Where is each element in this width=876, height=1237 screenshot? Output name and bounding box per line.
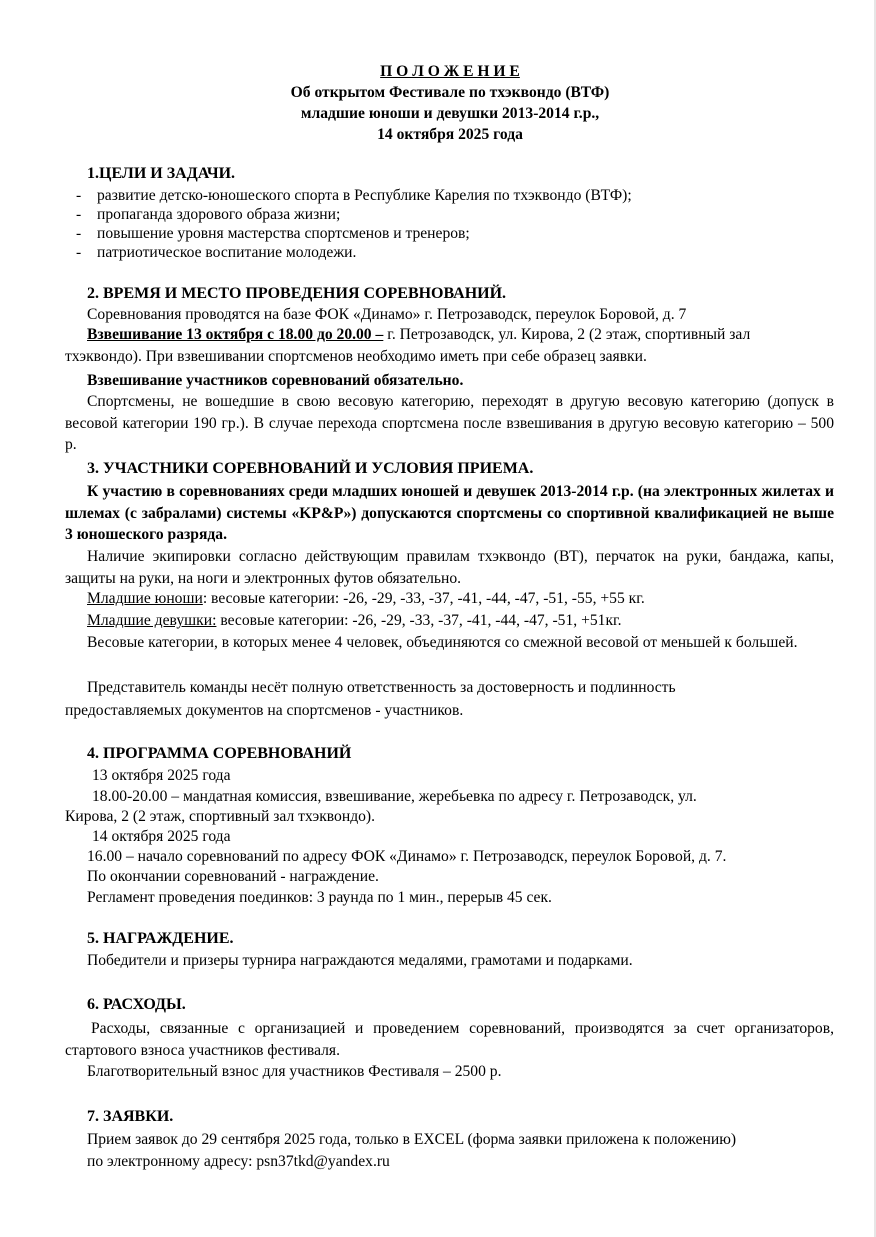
program-item-weigh-cont: Кирова, 2 (2 этаж, спортивный зал тхэквондо). xyxy=(65,808,376,825)
responsibility-text: Представитель команды несёт полную ответственность за достоверность и подлинность xyxy=(87,679,676,696)
boys-label: Младшие юноши xyxy=(87,590,203,607)
admission-terms: К участию в соревнованиях среди младших юношей и девушек 2013-2014 г.р. (на электронных жилетах и шлемах (с забралами) системы «KP&P») допускаются спортсмены со спортивной квалификацией не выше 3 юношеского разряда. xyxy=(65,483,834,543)
program-item-award: По окончании соревнований - награждение. xyxy=(87,868,379,885)
doc-title: П О Л О Ж Е Н И Е xyxy=(380,63,520,80)
section-2-heading: 2. ВРЕМЯ И МЕСТО ПРОВЕДЕНИЯ СОРЕВНОВАНИЙ. xyxy=(87,285,507,302)
awards-text: Победители и призеры турнира награждаются медалями, грамотами и подарками. xyxy=(87,952,633,969)
doc-category: младшие юноши и девушки 2013-2014 г.р., xyxy=(300,105,600,122)
equipment-rule: Наличие экипировки согласно действующим правилам тхэквондо (ВТ), перчаток на руки, бандажа, капы, защиты на руки, на ноги и электронных футов обязательно. xyxy=(65,548,834,587)
venue-text: Соревнования проводятся на базе ФОК «Динамо» г. Петрозаводск, переулок Боровой, д. 7 xyxy=(87,306,687,323)
girls-categories xyxy=(87,610,622,632)
program-date-2: 14 октября 2025 года xyxy=(92,828,231,845)
merge-rule: Весовые категории, в которых менее 4 человек, объединяются со смежной весовой от меньшей к большей. xyxy=(87,634,798,651)
program-rules: Регламент проведения поединков: 3 раунда по 1 мин., перерыв 45 сек. xyxy=(87,889,552,906)
charity-fee: Благотворительный взнос для участников Фестиваля – 2500 р. xyxy=(87,1063,502,1080)
list-bullet: - xyxy=(76,225,82,242)
doc-date: 14 октября 2025 года xyxy=(377,126,523,143)
section-3-heading: 3. УЧАСТНИКИ СОРЕВНОВАНИЙ И УСЛОВИЯ ПРИЕМА. xyxy=(87,460,534,477)
section-4-heading: 4. ПРОГРАММА СОРЕВНОВАНИЙ xyxy=(87,745,352,762)
section-5-heading: 5. НАГРАЖДЕНИЕ. xyxy=(87,930,234,947)
list-bullet: - xyxy=(76,187,82,204)
doc-subtitle: Об открытом Фестивале по тхэквондо (ВТФ) xyxy=(290,84,610,101)
weigh-in-place: г. Петрозаводск, ул. Кирова, 2 (2 этаж, спортивный зал xyxy=(383,326,751,343)
section-7-heading: 7. ЗАЯВКИ. xyxy=(87,1108,174,1125)
goal-item: повышение уровня мастерства спортсменов и тренеров; xyxy=(97,225,470,242)
section-1-heading: 1.ЦЕЛИ И ЗАДАЧИ. xyxy=(87,165,236,182)
weigh-in-line xyxy=(87,324,750,346)
applications-deadline: Прием заявок до 29 сентября 2025 года, только в EXCEL (форма заявки приложена к положению) xyxy=(87,1131,737,1148)
list-bullet: - xyxy=(76,244,82,261)
goal-item: развитие детско-юношеского спорта в Республике Карелия по тхэквондо (ВТФ); xyxy=(97,187,632,204)
weigh-in-time: Взвешивание 13 октября с 18.00 до 20.00 – xyxy=(87,326,384,343)
list-bullet: - xyxy=(76,206,82,223)
program-item-start: 16.00 – начало соревнований по адресу ФОК «Динамо» г. Петрозаводск, переулок Боровой, д. 7. xyxy=(87,848,727,865)
program-item-weigh: 18.00-20.00 – мандатная комиссия, взвешивание, жеребьевка по адресу г. Петрозаводск, ул. xyxy=(92,788,697,805)
applications-email: по электронному адресу: psn37tkd@yandex.ru xyxy=(87,1153,390,1170)
girls-label: Младшие девушки: xyxy=(87,612,217,629)
weigh-in-mandatory: Взвешивание участников соревнований обязательно. xyxy=(87,372,464,389)
goal-item: патриотическое воспитание молодежи. xyxy=(97,244,357,261)
boys-categories xyxy=(87,588,645,610)
costs-text: Расходы, связанные с организацией и проведением соревнований, производятся за счет организаторов, стартового взноса участников фестиваля. xyxy=(65,1020,834,1059)
goal-item: пропаганда здорового образа жизни; xyxy=(97,206,341,223)
girls-weights: весовые категории: -26, -29, -33, -37, -41, -44, -47, -51, +51кг. xyxy=(216,612,622,629)
program-date-1: 13 октября 2025 года xyxy=(92,767,231,784)
weigh-in-note: тхэквондо). При взвешивании спортсменов необходимо иметь при себе образец заявки. xyxy=(65,348,647,365)
responsibility-text-cont: предоставляемых документов на спортсменов - участников. xyxy=(65,702,464,719)
overweight-rule: Спортсмены, не вошедшие в свою весовую категорию, переходят в другую весовую категорию (допуск в весовой категории 190 гр.). В случае перехода спортсмена после взвешивания в другую весовую категорию – 500 р. xyxy=(65,393,834,453)
boys-weights: : весовые категории: -26, -29, -33, -37, -41, -44, -47, -51, -55, +55 кг. xyxy=(202,590,645,607)
section-6-heading: 6. РАСХОДЫ. xyxy=(87,996,186,1013)
